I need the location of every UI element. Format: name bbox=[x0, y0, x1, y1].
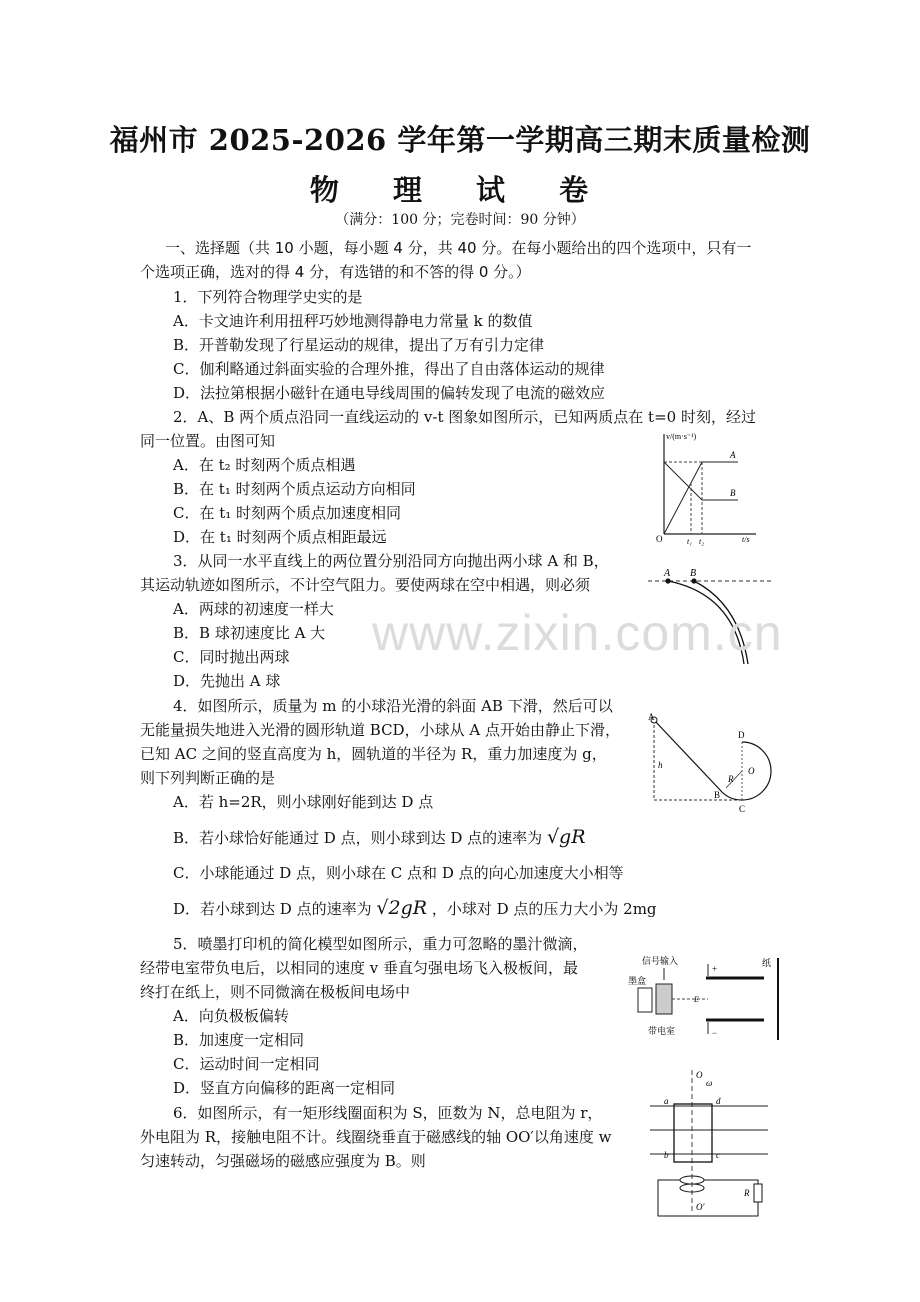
q2-stem-cont: 同一位置。由图可知 bbox=[140, 432, 276, 450]
resistor-r: R bbox=[744, 1188, 750, 1198]
q4-stem: 4．如图所示，质量为 m 的小球沿光滑的斜面 AB 下滑，然后可以 bbox=[173, 697, 613, 715]
inkjet-printer-figure bbox=[628, 950, 788, 1046]
label-signal: 信号输入 bbox=[642, 956, 679, 966]
radius-r: R bbox=[728, 774, 734, 784]
graph-label-a: A bbox=[730, 450, 736, 460]
q5-stem-cont: 经带电室带负电后，以相同的速度 v 垂直匀强电场飞入极板间，最 bbox=[140, 959, 579, 977]
q5-option-a: A．向负极板偏转 bbox=[173, 1007, 289, 1025]
q4-option-d-formula: √2gR bbox=[376, 897, 428, 919]
q3-stem-cont: 其运动轨迹如图所示，不计空气阻力。要使两球在空中相遇，则必须 bbox=[140, 576, 591, 594]
q3-stem: 3．从同一水平直线上的两位置分别沿同方向抛出两小球 A 和 B， bbox=[173, 552, 609, 570]
section-heading: 一、选择题（共 10 小题，每小题 4 分，共 40 分。在每小题给出的四个选项中，只有一 bbox=[165, 239, 752, 257]
q4-option-b bbox=[173, 828, 586, 847]
corner-a: a bbox=[664, 1096, 669, 1106]
point-b: B bbox=[714, 790, 721, 800]
q2-stem: 2．A、B 两个质点沿同一直线运动的 v-t 图象如图所示，已知两质点在 t=0 时刻，经过 bbox=[173, 408, 756, 426]
q4-option-b-formula: √gR bbox=[546, 826, 586, 848]
q5-stem-cont2: 终打在纸上，则不同微滴在极板间电场中 bbox=[140, 983, 411, 1001]
q6-stem-cont2: 匀速转动，匀强磁场的磁感应强度为 B。则 bbox=[140, 1152, 426, 1170]
q6-stem: 6．如图所示，有一矩形线圈面积为 S，匝数为 N，总电阻为 r， bbox=[173, 1104, 603, 1122]
exam-meta: （满分：100 分；完卷时间：90 分钟） bbox=[335, 212, 585, 228]
q4-option-b-text: B．若小球恰好能通过 D 点，则小球到达 D 点的速率为 bbox=[173, 829, 543, 847]
label-field: E bbox=[694, 995, 699, 1004]
graph-label-b: B bbox=[730, 488, 736, 498]
q4-stem-cont3: 则下列判断正确的是 bbox=[140, 769, 276, 787]
q5-option-d: D．竖直方向偏移的距离一定相同 bbox=[173, 1079, 396, 1097]
circular-track-figure bbox=[644, 712, 794, 820]
exam-title: 福州市 2025-2026 学年第一学期高三期末质量检测 bbox=[109, 123, 811, 157]
label-minus: − bbox=[712, 1028, 718, 1038]
graph-xlabel: t/s bbox=[742, 535, 750, 544]
point-d: D bbox=[738, 730, 745, 740]
q1-option-c: C．伽利略通过斜面实验的合理外推，得出了自由落体运动的规律 bbox=[173, 360, 605, 378]
q2-option-c: C．在 t₁ 时刻两个质点加速度相同 bbox=[173, 504, 402, 522]
subject-title: 物 理 试 卷 bbox=[309, 173, 611, 207]
corner-d: d bbox=[716, 1096, 721, 1106]
omega: ω bbox=[706, 1078, 713, 1088]
q1-option-a: A．卡文迪许利用扭秤巧妙地测得静电力常量 k 的数值 bbox=[173, 312, 533, 330]
q4-option-d-text: D．若小球到达 D 点的速率为 bbox=[173, 900, 372, 918]
point-c: C bbox=[739, 804, 746, 814]
q3-option-c: C．同时抛出两球 bbox=[173, 648, 290, 666]
q5-stem: 5．喷墨打印机的简化模型如图所示，重力可忽略的墨汁微滴， bbox=[173, 935, 588, 953]
q4-stem-cont2: 已知 AC 之间的竖直高度为 h，圆轨道的半径为 R，重力加速度为 g， bbox=[140, 745, 607, 763]
q3-option-a: A．两球的初速度一样大 bbox=[173, 600, 334, 618]
q3-option-b: B．B 球初速度比 A 大 bbox=[173, 624, 326, 642]
label-ink: 墨盒 bbox=[628, 976, 647, 986]
label-plus: + bbox=[712, 964, 718, 974]
q4-stem-cont: 无能量损失地进入光滑的圆形轨道 BCD，小球从 A 点开始由静止下滑， bbox=[140, 721, 620, 739]
axis-o-prime: O′ bbox=[696, 1202, 705, 1212]
graph-origin: O bbox=[656, 534, 663, 544]
ball-b-label: B bbox=[690, 568, 697, 579]
graph-t2: t₂ bbox=[699, 537, 705, 546]
q5-option-b: B．加速度一定相同 bbox=[173, 1031, 305, 1049]
corner-b: b bbox=[664, 1150, 669, 1160]
q5-option-c: C．运动时间一定相同 bbox=[173, 1055, 320, 1073]
q4-option-d bbox=[173, 899, 657, 918]
q4-option-a: A．若 h=2R，则小球刚好能到达 D 点 bbox=[173, 793, 434, 811]
rotating-coil-figure bbox=[646, 1066, 776, 1226]
q3-option-d: D．先抛出 A 球 bbox=[173, 672, 281, 690]
q4-option-d-tail: ，小球对 D 点的压力大小为 2mg bbox=[431, 900, 657, 918]
point-a: A bbox=[648, 712, 655, 722]
label-paper: 纸 bbox=[762, 958, 772, 968]
q6-stem-cont: 外电阻为 R，接触电阻不计。线圈绕垂直于磁感线的轴 OO′以角速度 w bbox=[140, 1128, 612, 1146]
watermark: www.zixin.com.cn bbox=[372, 605, 783, 661]
q4-option-c: C．小球能通过 D 点，则小球在 C 点和 D 点的向心加速度大小相等 bbox=[173, 864, 624, 882]
q2-option-a: A．在 t₂ 时刻两个质点相遇 bbox=[173, 456, 356, 474]
corner-c: c bbox=[716, 1150, 720, 1160]
ball-a-label: A bbox=[664, 568, 671, 579]
label-charger: 带电室 bbox=[648, 1026, 676, 1036]
q2-option-b: B．在 t₁ 时刻两个质点运动方向相同 bbox=[173, 480, 416, 498]
center-o: O bbox=[748, 766, 755, 776]
section-heading-cont: 个选项正确，选对的得 4 分，有选错的和不答的得 0 分。） bbox=[140, 263, 531, 281]
q1-option-d: D．法拉第根据小磁针在通电导线周围的偏转发现了电流的磁效应 bbox=[173, 384, 606, 402]
graph-ylabel: v/(m·s⁻¹) bbox=[666, 432, 697, 441]
q1-option-b: B．开普勒发现了行星运动的规律，提出了万有引力定律 bbox=[173, 336, 545, 354]
q1-stem: 1．下列符合物理学史实的是 bbox=[173, 288, 363, 306]
height-h: h bbox=[658, 760, 663, 770]
axis-o: O bbox=[696, 1070, 703, 1080]
q2-option-d: D．在 t₁ 时刻两个质点相距最远 bbox=[173, 528, 387, 546]
vt-graph-figure bbox=[652, 428, 762, 546]
graph-t1: t₁ bbox=[687, 537, 693, 546]
